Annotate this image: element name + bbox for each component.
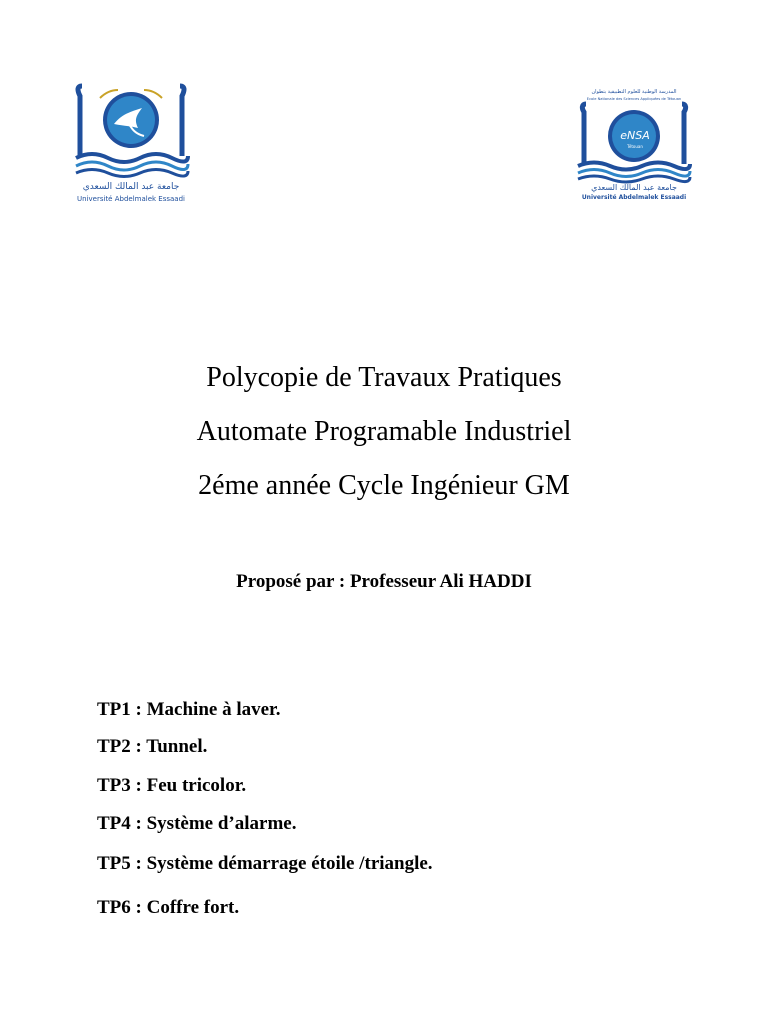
title-line-2: Automate Programable Industriel [196,416,572,447]
school-university-arabic-name: جامعة عبد المالك السعدي [591,183,677,192]
university-arabic-name: جامعة عبد المالك السعدي [82,182,180,192]
school-logo [572,86,696,202]
school-emblem-subtext: Tétouan [627,144,643,149]
tp-item-3: TP3 : Feu tricolor. [97,775,247,796]
tp-item-4: TP4 : Système d’alarme. [97,813,297,834]
document-title-block [0,360,768,522]
school-university-latin-name: Université Abdelmalek Essaadi [581,194,687,201]
tp-item-5: TP5 : Système démarrage étoile /triangle. [97,853,433,874]
tp-item-1: TP1 : Machine à laver. [97,699,281,720]
tp-item-2: TP2 : Tunnel. [97,736,208,757]
school-arabic-top-text: المدرسة الوطنية للعلوم التطبيقية بتطوان [591,89,677,95]
title-line-1: Polycopie de Travaux Pratiques [206,362,562,393]
university-latin-name: Université Abdelmalek Essaadi [77,195,185,203]
proposed-by: Proposé par : Professeur Ali HADDI [236,571,532,592]
tp-item-6: TP6 : Coffre fort. [97,897,240,918]
university-logo [72,78,190,206]
school-emblem-text: eNSA [620,129,650,142]
school-name: Ecole Nationale des Sciences Appliquées de Tétouan [586,97,682,101]
school-emblem-icon [572,86,696,202]
university-emblem-icon [72,78,190,206]
title-line-3: 2éme année Cycle Ingénieur GM [198,470,570,501]
